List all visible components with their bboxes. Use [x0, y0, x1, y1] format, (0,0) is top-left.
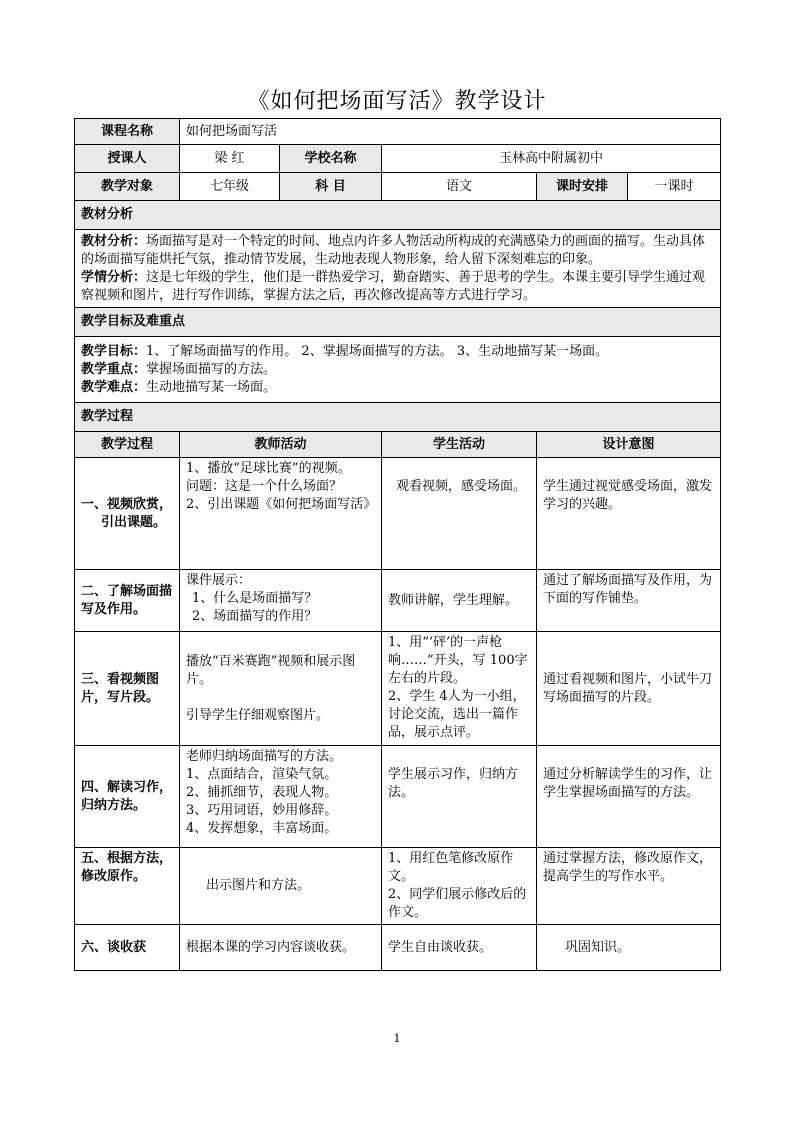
process-section-header: 教学过程	[75, 403, 721, 432]
intent-line: 学生通过视觉感受场面，激发学习的兴趣。	[543, 479, 713, 512]
teacher-line: 4、发挥想象，丰富场面。	[186, 821, 338, 836]
teacher-line: 出示图片和方法。	[206, 878, 311, 893]
schedule-value: 一课时	[628, 173, 721, 201]
stage-cell	[75, 632, 180, 746]
student-line: 2、同学们展示修改后的作文。	[388, 887, 527, 920]
teacher-line: 问题：这是一个什么场面？	[186, 479, 343, 494]
difficulty-text: 生动地描写某一场面。	[146, 379, 277, 395]
teacher-cell	[180, 632, 382, 746]
intent-line: 巩固知识。	[565, 939, 631, 955]
lesson-plan-table	[74, 118, 721, 971]
schedule-label: 课时安排	[537, 173, 628, 201]
teacher-line: 2、捕抓细节，表现人物。	[186, 785, 338, 800]
intent-line: 通过分析解读学生的习作，让学生掌握场面描写的方法。	[543, 767, 713, 800]
intent-line: 通过了解场面描写及作用，为下面的写作铺垫。	[543, 573, 713, 606]
teacher-cell	[180, 746, 382, 848]
student-cell	[382, 746, 537, 848]
goal-label: 教学目标：	[81, 343, 147, 359]
teacher-cell	[180, 848, 382, 925]
student-line: 1、用红色笔修改原作文。	[388, 851, 514, 884]
stage-line: 四、解读习作， 归纳方法。	[81, 779, 173, 813]
difficulty-label: 教学难点：	[81, 379, 147, 395]
stage-line: 三、看视频图片，写片段。	[81, 671, 160, 705]
school-value: 玉林高中附属初中	[382, 145, 721, 173]
student-line: 学生展示习作，归纳方法。	[388, 767, 519, 800]
course-label: 课程名称	[75, 119, 180, 145]
teacher-line: 2、引出课题《如何把场面写活》	[186, 497, 377, 512]
stage-cell	[75, 746, 180, 848]
student-line: 教师讲解，学生理解。	[388, 592, 519, 608]
teacher-cell	[180, 458, 382, 570]
intent-line: 通过看视频和图片，小试牛刀写场面描写的片段。	[543, 671, 713, 705]
teacher-value: 梁 红	[180, 145, 280, 173]
teacher-line: 3、巧用词语，妙用修辞。	[186, 803, 338, 818]
student-cell	[382, 848, 537, 925]
intent-cell	[537, 570, 721, 632]
teacher-line: 根据本课的学习内容谈收获。	[186, 939, 356, 955]
teacher-line: 2、场面描写的作用？	[192, 609, 318, 624]
stage-line: 一、视频欣赏，	[81, 496, 173, 512]
student-cell	[382, 925, 537, 971]
material-analysis-cell	[75, 230, 721, 308]
material-label: 教材分析：	[81, 233, 147, 249]
stage-line: 六、谈收获	[81, 939, 147, 955]
teacher-cell	[180, 925, 382, 971]
teacher-line: 引导学生仔细观察图片。	[186, 707, 330, 723]
teacher-line: 1、点面结合，渲染气氛。	[186, 767, 338, 782]
stage-cell	[75, 570, 180, 632]
intent-cell	[537, 458, 721, 570]
school-label: 学校名称	[280, 145, 382, 173]
subject-value: 语文	[382, 173, 537, 201]
material-section-header: 教材分析	[75, 201, 721, 230]
stage-cell	[75, 458, 180, 570]
teacher-line: 播放“百米赛跑”视频和展示图片。	[186, 653, 356, 687]
target-value: 七年级	[180, 173, 280, 201]
student-line: 观看视频，感受场面。	[396, 479, 527, 494]
key-label: 教学重点：	[81, 361, 147, 377]
intent-line: 通过掌握方法，修改原作文，提高学生的写作水平。	[543, 851, 713, 884]
intent-cell	[537, 925, 721, 971]
goal-text: 1、了解场面描写的作用。 2、掌握场面描写的方法。 3、生动地描写某一场面。	[146, 343, 609, 359]
student-line: 2、学生 4人为一小组，讨论交流，选出一篇作品，展示点评。	[388, 689, 526, 740]
student-analysis-label: 学情分析：	[81, 269, 147, 285]
teacher-line: 1、播放“足球比赛”的视频。	[186, 461, 351, 476]
process-col-stage: 教学过程	[75, 432, 180, 458]
intent-cell	[537, 848, 721, 925]
student-cell	[382, 458, 537, 570]
teacher-label: 授课人	[75, 145, 180, 173]
process-col-intent: 设计意图	[537, 432, 721, 458]
stage-line: 五、根据方法， 修改原作。	[81, 851, 173, 884]
process-col-student: 学生活动	[382, 432, 537, 458]
teacher-cell	[180, 570, 382, 632]
material-text: 场面描写是对一个特定的时间、地点内许多人物活动所构成的充满感染力的画面的描写。生动具体的场面描写能烘托气氛，推动情节发展，生动地表现人物形象，给人留下深刻难忘的印象。	[81, 233, 706, 267]
process-col-teacher: 教师活动	[180, 432, 382, 458]
student-line: 学生自由谈收获。	[388, 939, 493, 955]
teacher-line: 1、什么是场面描写？	[192, 591, 318, 606]
stage-cell	[75, 848, 180, 925]
stage-cell	[75, 925, 180, 971]
intent-cell	[537, 632, 721, 746]
goals-cell	[75, 337, 721, 403]
key-text: 掌握场面描写的方法。	[146, 361, 277, 377]
target-label: 教学对象	[75, 173, 180, 201]
teacher-line: 课件展示：	[186, 573, 252, 588]
page-number: 1	[393, 1032, 401, 1045]
document-title: 《如何把场面写活》教学设计	[247, 89, 547, 114]
student-cell	[382, 570, 537, 632]
goals-section-header: 教学目标及难重点	[75, 308, 721, 337]
student-analysis-text: 这是七年级的学生，他们是一群热爱学习，勤奋踏实、善于思考的学生。本课主要引导学生通过观察视频和图片，进行写作训练，掌握方法之后，再次修改提高等方式进行学习。	[81, 269, 706, 303]
stage-line: 二、了解场面描写及作用。	[81, 583, 173, 617]
course-value: 如何把场面写活	[180, 119, 721, 145]
subject-label: 科 目	[280, 173, 382, 201]
student-cell	[382, 632, 537, 746]
intent-cell	[537, 746, 721, 848]
stage-line: 引出课题。	[101, 514, 167, 530]
student-line: 1、用“‘砰’的一声枪响……”开头，写 100字左右的片段。	[388, 635, 528, 686]
teacher-line: 老师归纳场面描写的方法。	[186, 749, 343, 764]
